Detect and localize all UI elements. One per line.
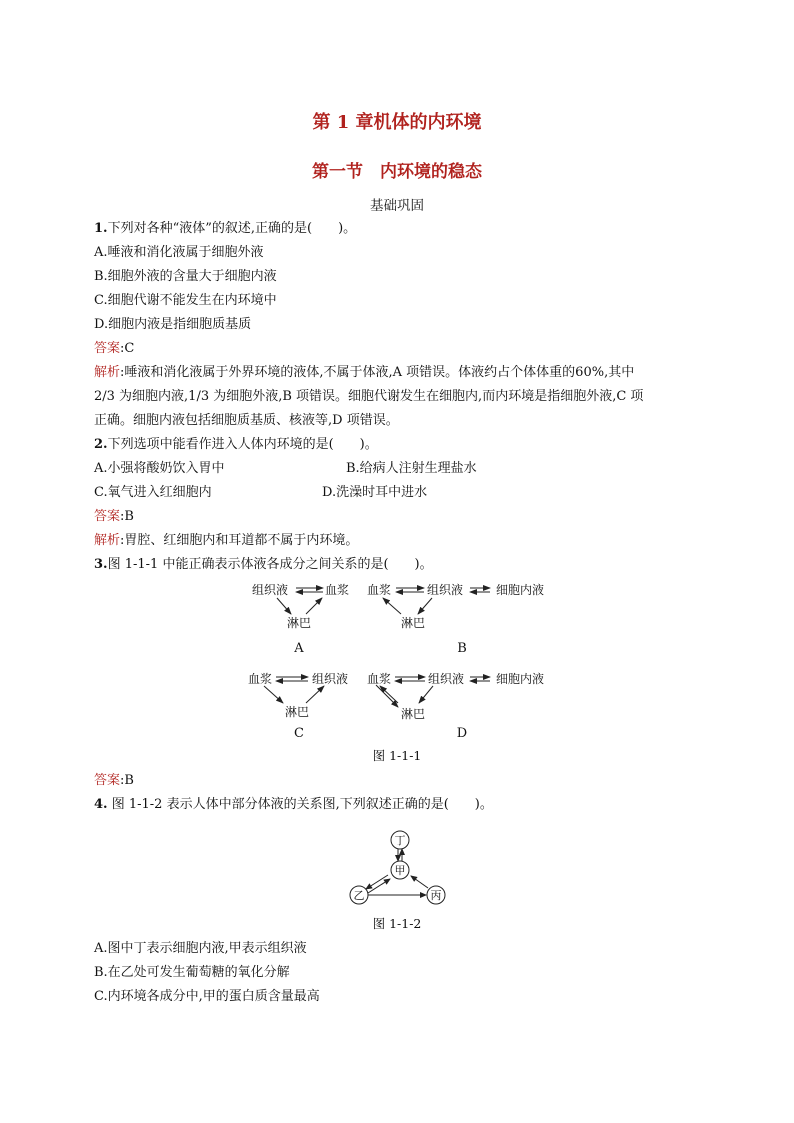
q1-analysis-line-3: 正确。细胞内液包括细胞质基质、核液等,D 项错误。 <box>94 413 399 428</box>
answer-value: :B <box>120 509 134 524</box>
fig-d-node-3: 细胞内液 <box>496 672 545 686</box>
question-number: 2. <box>94 437 108 452</box>
q1-option-d: D.细胞内液是指细胞质基质 <box>94 317 252 332</box>
fig-b-node-3: 细胞内液 <box>496 583 545 597</box>
analysis-label: 解析 <box>94 533 121 548</box>
answer-value: :B <box>120 773 134 788</box>
node-ding: 丁 <box>394 834 406 847</box>
fig-d-node-1: 血浆 <box>367 672 392 686</box>
figure-1-1-2 <box>340 820 460 935</box>
q2-option-c: C.氧气进入红细胞内 <box>94 485 212 500</box>
question-stem: 图 1-1-1 中能正确表示体液各成分之间关系的是( )。 <box>107 557 433 572</box>
q4-option-a: A.图中丁表示细胞内液,甲表示组织液 <box>94 941 307 956</box>
fig-b-label: B <box>457 641 467 656</box>
analysis-text: :唾液和消化液属于外界环境的液体,不属于体液,A 项错误。体液约占个体体重的60%,其中 <box>120 365 635 380</box>
fig-d-node-4: 淋巴 <box>401 707 426 721</box>
analysis-label: 解析 <box>94 365 121 380</box>
analysis-text: :胃腔、红细胞内和耳道都不属于内环境。 <box>120 533 359 548</box>
question-number: 4. <box>94 797 108 812</box>
fig-a-node-1: 组织液 <box>252 583 289 597</box>
figure-caption: 图 1-1-2 <box>372 916 422 931</box>
question-number: 1. <box>94 221 108 236</box>
q1-option-a: A.唾液和消化液属于细胞外液 <box>94 245 264 260</box>
fig-a-label: A <box>294 641 304 656</box>
fig-b-node-1: 血浆 <box>367 583 392 597</box>
q1-option-b: B.细胞外液的含量大于细胞内液 <box>94 269 277 284</box>
q3-answer <box>94 773 134 789</box>
q2-option-a: A.小强将酸奶饮入胃中 <box>94 461 225 476</box>
q4-option-c: C.内环境各成分中,甲的蛋白质含量最高 <box>94 989 320 1004</box>
fig-d-label: D <box>456 726 468 741</box>
fig-c-node-3: 淋巴 <box>285 705 310 719</box>
node-jia: 甲 <box>394 864 406 877</box>
answer-label: 答案 <box>94 341 121 356</box>
fig-d-node-2: 组织液 <box>428 672 465 686</box>
node-yi: 乙 <box>353 889 365 902</box>
answer-label: 答案 <box>94 509 121 524</box>
question-stem: 下列选项中能看作进入人体内环境的是( )。 <box>107 437 378 452</box>
q2-option-d: D.洗澡时耳中进水 <box>322 485 428 500</box>
chapter-title: 第 1 章机体的内环境 <box>312 112 482 133</box>
question-4 <box>94 797 493 813</box>
fig-a-node-3: 淋巴 <box>287 616 312 630</box>
node-bing: 丙 <box>430 889 442 902</box>
question-stem: 下列对各种“液体”的叙述,正确的是( )。 <box>107 221 357 236</box>
q4-option-b: B.在乙处可发生葡萄糖的氧化分解 <box>94 965 290 980</box>
q1-analysis-line-2: 2/3 为细胞内液,1/3 为细胞外液,B 项错误。细胞代谢发生在细胞内,而内环境是指细胞外液,C 项 <box>94 389 644 404</box>
question-stem: 图 1-1-2 表示人体中部分体液的关系图,下列叙述正确的是( )。 <box>107 797 493 812</box>
fig-c-node-2: 组织液 <box>312 672 349 686</box>
answer-value: :C <box>120 341 135 356</box>
question-number: 3. <box>94 557 108 572</box>
fig-c-label: C <box>294 726 304 741</box>
q2-option-b: B.给病人注射生理盐水 <box>346 461 477 476</box>
fig-a-node-2: 血浆 <box>325 583 350 597</box>
fig-c-node-1: 血浆 <box>248 672 273 686</box>
figure-caption: 图 1-1-1 <box>372 748 422 763</box>
answer-label: 答案 <box>94 773 121 788</box>
fig-b-node-2: 组织液 <box>427 583 464 597</box>
fig-b-node-4: 淋巴 <box>401 616 426 630</box>
subsection-heading: 基础巩固 <box>370 198 424 214</box>
q1-option-c: C.细胞代谢不能发生在内环境中 <box>94 293 277 308</box>
section-title: 第一节 内环境的稳态 <box>312 162 482 182</box>
